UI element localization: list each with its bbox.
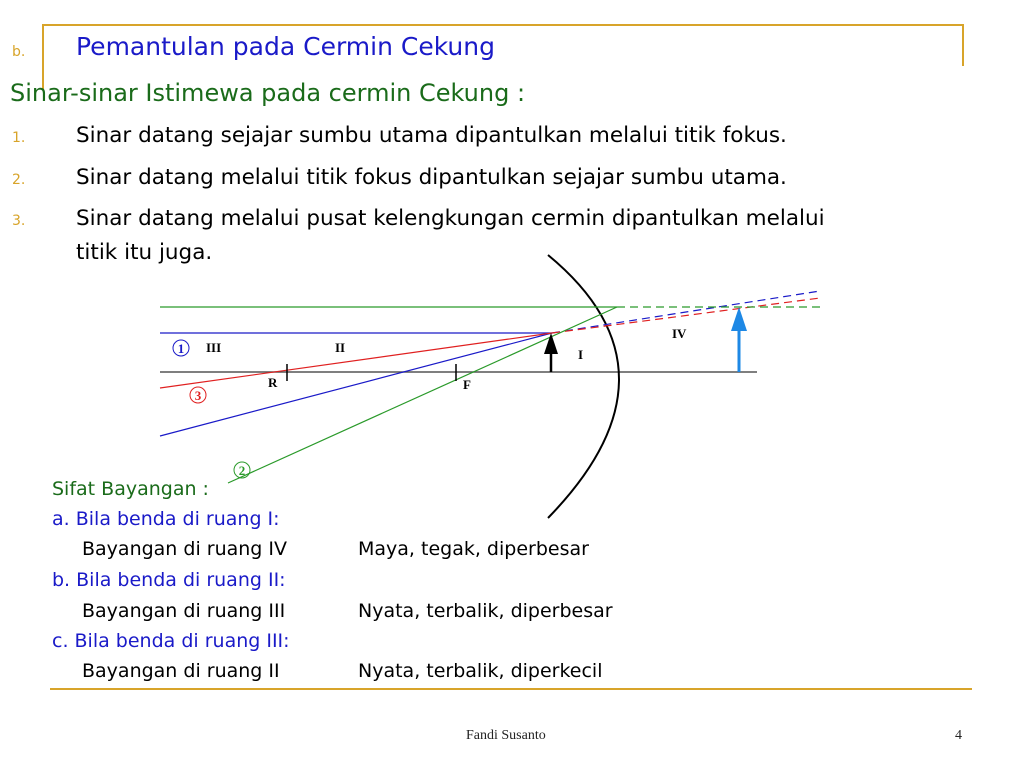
page-number: 4	[955, 728, 962, 743]
case-a-label: a. Bila benda di ruang I:	[52, 508, 280, 530]
ray-3-number: 3	[194, 388, 202, 403]
item-3-text-line2: titik itu juga.	[76, 240, 213, 265]
case-b-label: b. Bila benda di ruang II:	[52, 569, 286, 591]
ray-1-number: 1	[177, 341, 185, 356]
case-c-nature: Nyata, terbalik, diperkecil	[358, 660, 603, 682]
item-2-text: Sinar datang melalui titik fokus dipantulkan sejajar sumbu utama.	[76, 165, 787, 190]
object-arrow-head	[544, 333, 558, 354]
item-1-marker: 1.	[12, 130, 26, 146]
concave-mirror	[548, 255, 619, 518]
slide-title: Pemantulan pada Cermin Cekung	[76, 32, 495, 61]
point-r-label: R	[268, 375, 278, 390]
properties-title: Sifat Bayangan :	[52, 478, 209, 500]
case-c-label: c. Bila benda di ruang III:	[52, 630, 290, 652]
region-iii-label: III	[206, 340, 222, 355]
case-b-nature: Nyata, terbalik, diperbesar	[358, 600, 613, 622]
item-2-marker: 2.	[12, 172, 26, 188]
item-1-text: Sinar datang sejajar sumbu utama dipantulkan melalui titik fokus.	[76, 123, 787, 148]
point-f-label: F	[463, 377, 471, 392]
region-ii-label: II	[335, 340, 346, 355]
case-a-nature: Maya, tegak, diperbesar	[358, 538, 589, 560]
heading-marker: b.	[12, 44, 26, 60]
region-i-label: I	[578, 347, 584, 362]
region-iv-label: IV	[672, 326, 687, 341]
image-arrow-head	[731, 307, 747, 331]
case-b-image-location: Bayangan di ruang III	[82, 600, 286, 622]
item-3-text-line1: Sinar datang melalui pusat kelengkungan cermin dipantulkan melalui	[76, 206, 825, 231]
ray-2-number: 2	[238, 463, 246, 478]
slide-subtitle: Sinar-sinar Istimewa pada cermin Cekung :	[10, 79, 526, 107]
item-3-marker: 3.	[12, 213, 26, 229]
case-a-image-location: Bayangan di ruang IV	[82, 538, 288, 560]
footer-author: Fandi Susanto	[466, 728, 546, 743]
case-c-image-location: Bayangan di ruang II	[82, 660, 280, 682]
